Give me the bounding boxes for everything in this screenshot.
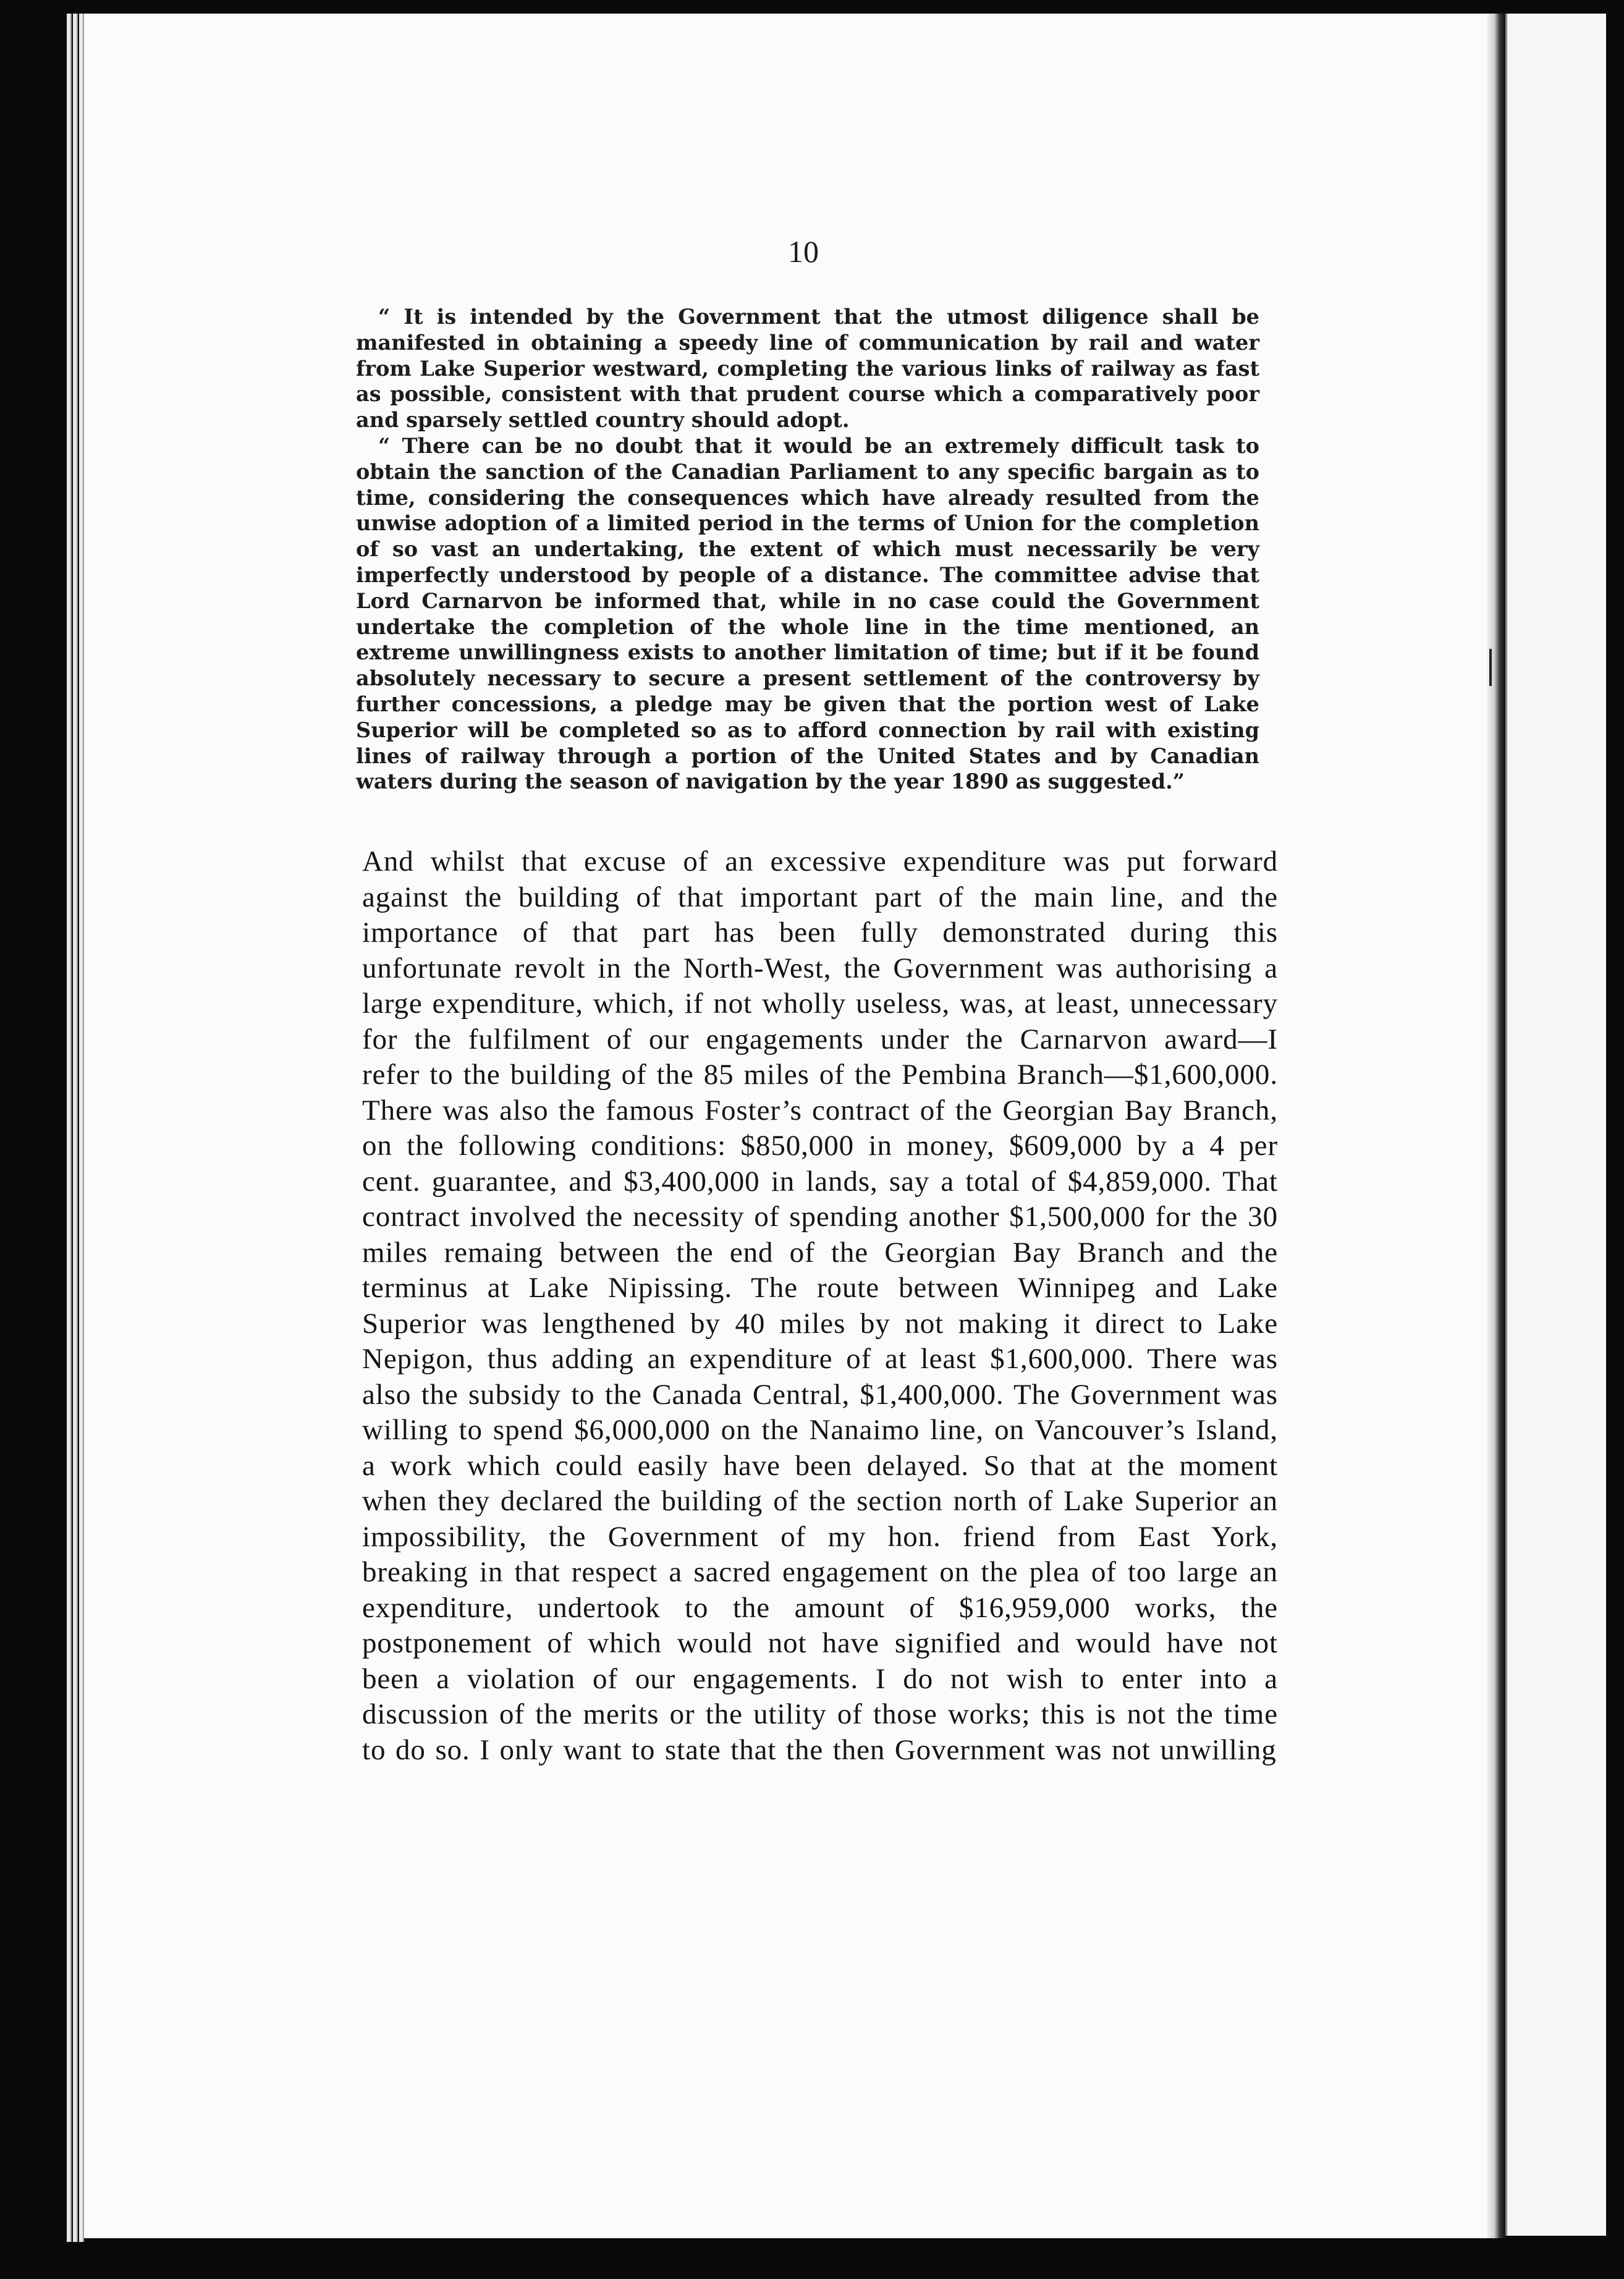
facing-page-edge	[1505, 14, 1606, 2236]
quoted-passage	[356, 304, 1259, 795]
page-edge	[67, 14, 72, 2242]
page-number: 10	[788, 234, 819, 269]
page-gutter	[1487, 14, 1505, 2238]
page-edge	[79, 14, 84, 2242]
page-edge	[73, 14, 78, 2242]
quote-paragraph: “ It is intended by the Government that the utmost diligence shall be manifested in obtaining a speedy line of communication by rail and water from Lake Superior westward, completing the various links of railway as fast as possible, consistent with that prudent course which a comparatively poor and sparsely settled country should adopt.	[356, 305, 1259, 433]
body-paragraph: And whilst that excuse of an excessive expenditure was put forward against the building of that important part of the main line, and the importance of that part has been fully demonstrated during this unfortunate revolt in the North-West, the Government was authorising a large expenditure, which, if not wholly useless, was, at least, unnecessary for the fulfilment of our engagements under the Carnarvon award—I refer to the building of the 85 miles of the Pembina Branch—$1,600,000. There was also the famous Foster’s contract of the Georgian Bay Branch, on the following conditions: $850,000 in money, $609,000 by a 4 per cent. guarantee, and $3,400,000 in lands, say a total of $4,859,000. That contract involved the necessity of spending another $1,500,000 for the 30 miles remaing between the end of the Georgian Bay Branch and the terminus at Lake Nipissing. The route between Winnipeg and Lake Superior was lengthened by 40 miles by not making it direct to Lake Nepigon, thus adding an expenditure of at least $1,600,000. There was also the subsidy to the Canada Central, $1,400,000. The Government was willing to spend $6,000,000 on the Nanaimo line, on Vancouver’s Island, a work which could easily have been delayed. So that at the moment when they declared the building of the section north of Lake Superior an impossibility, the Government of my hon. friend from East York, breaking in that respect a sacred engagement on the plea of too large an expenditure, undertook to the amount of $16,959,000 works, the postponement of which would not have signified and would have not been a violation of our engagements. I do not wish to enter into a discussion of the merits or the utility of those works; this is not the time to do so. I only want to state that the then Government was not unwilling	[362, 845, 1278, 1766]
scan-mark	[1489, 649, 1492, 686]
quote-paragraph: “ There can be no doubt that it would be an extremely difficult task to obtain the sanction of the Canadian Parliament to any specific bargain as to time, considering the consequences which have already resulted from the unwise adoption of a limited period in the terms of Union for the completion of so vast an undertaking, the extent of which must necessarily be very imperfectly understood by people of a distance. The committee advise that Lord Carnarvon be informed that, while in no case could the Government undertake the completion of the whole line in the time mentioned, an extreme unwillingness exists to another limitation of time; but if it be found absolutely necessary to secure a present settlement of the controversy by further concessions, a pledge may be given that the portion west of Lake Superior will be completed so as to afford connection by rail with existing lines of railway through a portion of the United States and by Canadian waters during the season of navigation by the year 1890 as suggested.”	[356, 433, 1259, 794]
